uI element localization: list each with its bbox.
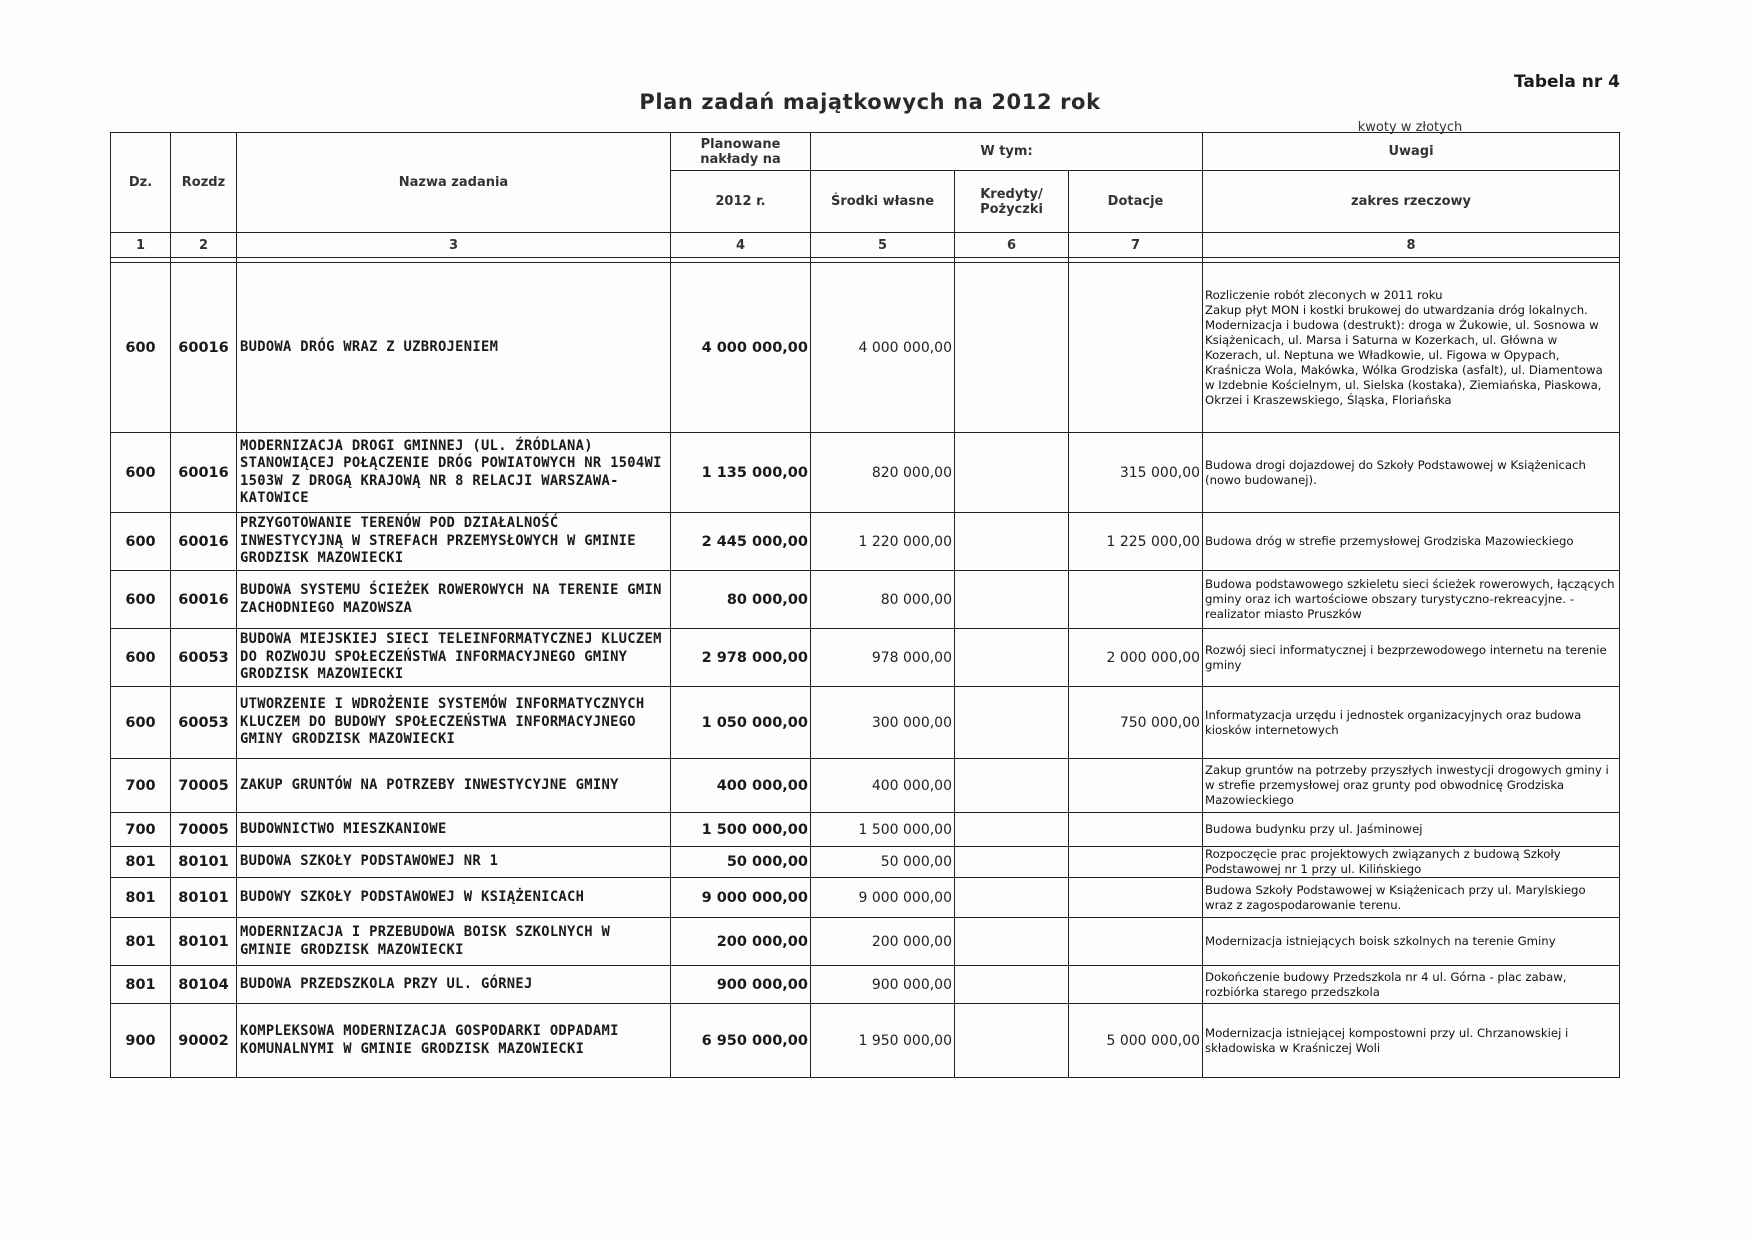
rozdz-cell: 80101 (171, 878, 237, 918)
grants-cell (1069, 571, 1203, 629)
dz-cell: 600 (111, 513, 171, 571)
grants-cell (1069, 263, 1203, 433)
col-header-rozdz: Rozdz (171, 133, 237, 233)
rozdz-cell: 90002 (171, 1004, 237, 1078)
own-funds-cell: 400 000,00 (811, 759, 955, 813)
task-name-cell: BUDOWA DRÓG WRAZ Z UZBROJENIEM (237, 263, 671, 433)
grants-cell (1069, 847, 1203, 878)
loans-cell (955, 813, 1069, 847)
column-number: 3 (237, 233, 671, 258)
column-number: 6 (955, 233, 1069, 258)
planned-amount-cell: 1 135 000,00 (671, 433, 811, 513)
remarks-cell: Modernizacja istniejących boisk szkolnych na terenie Gminy (1203, 918, 1620, 966)
page-title: Plan zadań majątkowych na 2012 rok (639, 90, 1101, 114)
own-funds-cell: 1 220 000,00 (811, 513, 955, 571)
rozdz-cell: 80101 (171, 847, 237, 878)
planned-amount-cell: 80 000,00 (671, 571, 811, 629)
grants-cell: 5 000 000,00 (1069, 1004, 1203, 1078)
col-header-uwagi: Uwagi (1203, 133, 1620, 171)
dz-cell: 900 (111, 1004, 171, 1078)
table-row (111, 571, 1620, 629)
own-funds-cell: 300 000,00 (811, 687, 955, 759)
dz-cell: 600 (111, 433, 171, 513)
own-funds-cell: 1 500 000,00 (811, 813, 955, 847)
rozdz-cell: 60053 (171, 687, 237, 759)
dz-cell: 801 (111, 966, 171, 1004)
loans-cell (955, 263, 1069, 433)
loans-cell (955, 878, 1069, 918)
table-row (111, 263, 1620, 433)
task-name-cell: BUDOWA SYSTEMU ŚCIEŻEK ROWEROWYCH NA TERENIE GMIN ZACHODNIEGO MAZOWSZA (237, 571, 671, 629)
grants-cell: 750 000,00 (1069, 687, 1203, 759)
remarks-cell: Rozpoczęcie prac projektowych związanych z budową Szkoły Podstawowej nr 1 przy ul. Kilińskiego (1203, 847, 1620, 878)
task-name-cell: BUDOWA PRZEDSZKOLA PRZY UL. GÓRNEJ (237, 966, 671, 1004)
planned-amount-cell: 9 000 000,00 (671, 878, 811, 918)
table-row (111, 813, 1620, 847)
col-header-rok: 2012 r. (671, 171, 811, 233)
col-header-nazwa: Nazwa zadania (237, 133, 671, 233)
rozdz-cell: 60016 (171, 263, 237, 433)
rozdz-cell: 60053 (171, 629, 237, 687)
remarks-cell: Budowa dróg w strefie przemysłowej Grodziska Mazowieckiego (1203, 513, 1620, 571)
table-row (111, 513, 1620, 571)
planned-amount-cell: 50 000,00 (671, 847, 811, 878)
remarks-cell: Budowa drogi dojazdowej do Szkoły Podstawowej w Książenicach (nowo budowanej). (1203, 433, 1620, 513)
own-funds-cell: 900 000,00 (811, 966, 955, 1004)
planned-amount-cell: 6 950 000,00 (671, 1004, 811, 1078)
table-row (111, 629, 1620, 687)
col-header-dotacje: Dotacje (1069, 171, 1203, 233)
task-name-cell: PRZYGOTOWANIE TERENÓW POD DZIAŁALNOŚĆ INWESTYCYJNĄ W STREFACH PRZEMYSŁOWYCH W GMINIE GRODZISK MAZOWIECKI (237, 513, 671, 571)
rozdz-cell: 70005 (171, 813, 237, 847)
grants-cell (1069, 878, 1203, 918)
dz-cell: 600 (111, 571, 171, 629)
remarks-cell: Rozliczenie robót zleconych w 2011 roku Zakup płyt MON i kostki brukowej do utwardzania dróg lokalnych. Modernizacja i budowa (destrukt): droga w Żukowie, ul. Sosnowa w Książenicach, ul. Marsa i Saturna w Kozerkach, ul. Główna w Kozerach, ul. Neptuna we Władkowie, ul. Figowa w Opypach, Kraśnicza Wola, Makówka, Wólka Grodziska (asfalt), ul. Diamentowa w Izdebnie Kościelnym, ul. Sielska (kostaka), Ziemiańska, Piaskowa, Okrzei i Kraszewskiego, Śląska, Floriańska (1203, 263, 1620, 433)
loans-cell (955, 571, 1069, 629)
remarks-cell: Modernizacja istniejącej kompostowni przy ul. Chrzanowskiej i składowiska w Kraśniczej Woli (1203, 1004, 1620, 1078)
rozdz-cell: 70005 (171, 759, 237, 813)
task-name-cell: UTWORZENIE I WDROŻENIE SYSTEMÓW INFORMATYCZNYCH KLUCZEM DO BUDOWY SPOŁECZEŃSTWA INFORMACYJNEGO GMINY GRODZISK MAZOWIECKI (237, 687, 671, 759)
rozdz-cell: 80104 (171, 966, 237, 1004)
remarks-cell: Dokończenie budowy Przedszkola nr 4 ul. Górna - plac zabaw, rozbiórka starego przedszkola (1203, 966, 1620, 1004)
column-number: 4 (671, 233, 811, 258)
planned-amount-cell: 2 978 000,00 (671, 629, 811, 687)
loans-cell (955, 966, 1069, 1004)
col-header-srodki: Środki własne (811, 171, 955, 233)
column-number: 2 (171, 233, 237, 258)
own-funds-cell: 978 000,00 (811, 629, 955, 687)
own-funds-cell: 200 000,00 (811, 918, 955, 966)
table-row (111, 918, 1620, 966)
table-row (111, 433, 1620, 513)
remarks-cell: Budowa podstawowego szkieletu sieci ścieżek rowerowych, łączących gminy oraz ich wartościowe obszary turystyczno-rekreacyjne. - realizator miasto Pruszków (1203, 571, 1620, 629)
grants-cell: 1 225 000,00 (1069, 513, 1203, 571)
dz-cell: 801 (111, 918, 171, 966)
grants-cell (1069, 918, 1203, 966)
own-funds-cell: 50 000,00 (811, 847, 955, 878)
remarks-cell: Budowa Szkoły Podstawowej w Książenicach przy ul. Marylskiego wraz z zagospodarowanie terenu. (1203, 878, 1620, 918)
dz-cell: 700 (111, 759, 171, 813)
grants-cell (1069, 759, 1203, 813)
col-header-wtym: W tym: (811, 133, 1203, 171)
grants-cell (1069, 966, 1203, 1004)
dz-cell: 700 (111, 813, 171, 847)
task-name-cell: KOMPLEKSOWA MODERNIZACJA GOSPODARKI ODPADAMI KOMUNALNYMI W GMINIE GRODZISK MAZOWIECKI (237, 1004, 671, 1078)
table-row (111, 759, 1620, 813)
dz-cell: 801 (111, 847, 171, 878)
own-funds-cell: 820 000,00 (811, 433, 955, 513)
remarks-cell: Rozwój sieci informatycznej i bezprzewodowego internetu na terenie gminy (1203, 629, 1620, 687)
dz-cell: 600 (111, 687, 171, 759)
planned-amount-cell: 900 000,00 (671, 966, 811, 1004)
column-number-row (111, 233, 1620, 258)
remarks-cell: Informatyzacja urzędu i jednostek organizacyjnych oraz budowa kiosków internetowych (1203, 687, 1620, 759)
planned-amount-cell: 1 050 000,00 (671, 687, 811, 759)
dz-cell: 600 (111, 263, 171, 433)
remarks-cell: Zakup gruntów na potrzeby przyszłych inwestycji drogowych gminy i w strefie przemysłowej oraz grunty pod obwodnicę Grodziska Mazowieckiego (1203, 759, 1620, 813)
dz-cell: 801 (111, 878, 171, 918)
table-row (111, 878, 1620, 918)
loans-cell (955, 433, 1069, 513)
planned-amount-cell: 400 000,00 (671, 759, 811, 813)
task-name-cell: ZAKUP GRUNTÓW NA POTRZEBY INWESTYCYJNE GMINY (237, 759, 671, 813)
rozdz-cell: 80101 (171, 918, 237, 966)
loans-cell (955, 1004, 1069, 1078)
task-name-cell: BUDOWA SZKOŁY PODSTAWOWEJ NR 1 (237, 847, 671, 878)
loans-cell (955, 847, 1069, 878)
remarks-cell: Budowa budynku przy ul. Jaśminowej (1203, 813, 1620, 847)
task-name-cell: MODERNIZACJA I PRZEBUDOWA BOISK SZKOLNYCH W GMINIE GRODZISK MAZOWIECKI (237, 918, 671, 966)
rozdz-cell: 60016 (171, 571, 237, 629)
col-header-zakres: zakres rzeczowy (1203, 171, 1620, 233)
loans-cell (955, 629, 1069, 687)
task-name-cell: BUDOWNICTWO MIESZKANIOWE (237, 813, 671, 847)
rozdz-cell: 60016 (171, 433, 237, 513)
grants-cell: 2 000 000,00 (1069, 629, 1203, 687)
currency-note: kwoty w złotych (1357, 120, 1463, 135)
table-row (111, 847, 1620, 878)
loans-cell (955, 513, 1069, 571)
loans-cell (955, 918, 1069, 966)
own-funds-cell: 4 000 000,00 (811, 263, 955, 433)
investment-plan-table (110, 132, 1620, 1078)
task-name-cell: MODERNIZACJA DROGI GMINNEJ (UL. ŹRÓDLANA) STANOWIĄCEJ POŁĄCZENIE DRÓG POWIATOWYCH NR 1504WI 1503W Z DROGĄ KRAJOWĄ NR 8 RELACJI WARSZAWA- KATOWICE (237, 433, 671, 513)
task-name-cell: BUDOWA MIEJSKIEJ SIECI TELEINFORMATYCZNEJ KLUCZEM DO ROZWOJU SPOŁECZEŃSTWA INFORMACYJNEGO GMINY GRODZISK MAZOWIECKI (237, 629, 671, 687)
planned-amount-cell: 4 000 000,00 (671, 263, 811, 433)
col-header-planowane: Planowane nakłady na (671, 133, 811, 171)
column-number: 5 (811, 233, 955, 258)
column-number: 1 (111, 233, 171, 258)
own-funds-cell: 9 000 000,00 (811, 878, 955, 918)
column-number: 8 (1203, 233, 1620, 258)
planned-amount-cell: 1 500 000,00 (671, 813, 811, 847)
table-row (111, 1004, 1620, 1078)
col-header-kredyty: Kredyty/ Pożyczki (955, 171, 1069, 233)
loans-cell (955, 759, 1069, 813)
loans-cell (955, 687, 1069, 759)
dz-cell: 600 (111, 629, 171, 687)
task-name-cell: BUDOWY SZKOŁY PODSTAWOWEJ W KSIĄŻENICACH (237, 878, 671, 918)
column-number: 7 (1069, 233, 1203, 258)
own-funds-cell: 80 000,00 (811, 571, 955, 629)
table-row (111, 966, 1620, 1004)
col-header-dz: Dz. (111, 133, 171, 233)
planned-amount-cell: 200 000,00 (671, 918, 811, 966)
rozdz-cell: 60016 (171, 513, 237, 571)
table-number: Tabela nr 4 (1513, 72, 1620, 92)
own-funds-cell: 1 950 000,00 (811, 1004, 955, 1078)
grants-cell: 315 000,00 (1069, 433, 1203, 513)
table-row (111, 687, 1620, 759)
grants-cell (1069, 813, 1203, 847)
planned-amount-cell: 2 445 000,00 (671, 513, 811, 571)
